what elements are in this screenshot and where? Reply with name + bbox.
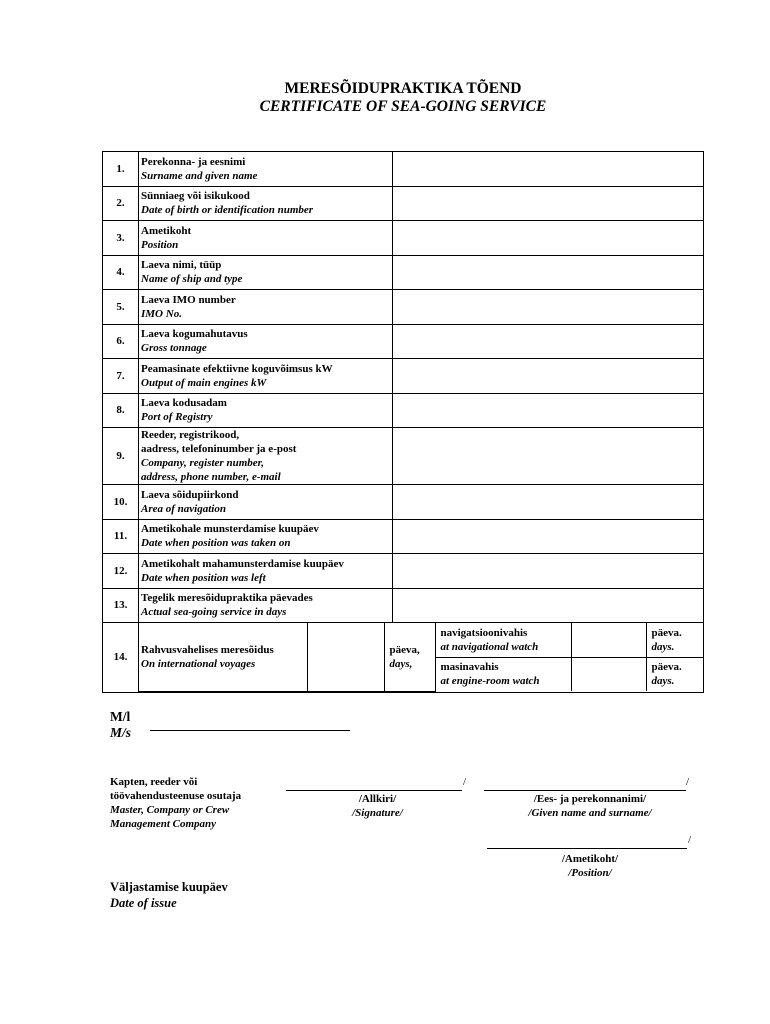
navigational-days-unit: päeva. days. bbox=[646, 623, 703, 657]
ship-name-line[interactable] bbox=[150, 730, 350, 731]
service-days-field[interactable] bbox=[393, 588, 704, 623]
row-label: Tegelik meresõidupraktika päevades Actual sea-going service in days bbox=[139, 588, 393, 623]
international-voyages-subtable bbox=[139, 623, 703, 692]
table-row bbox=[103, 428, 704, 485]
row-number: 11. bbox=[103, 519, 139, 554]
row-number: 9. bbox=[103, 428, 139, 485]
sign-on-date-field[interactable] bbox=[393, 519, 704, 554]
row-label: Laeva sõidupiirkond Area of navigation bbox=[139, 485, 393, 520]
company-field[interactable] bbox=[393, 428, 704, 485]
row-label: Sünniaeg või isikukood Date of birth or identification number bbox=[139, 186, 393, 221]
port-of-registry-field[interactable] bbox=[393, 393, 704, 428]
certificate-table bbox=[102, 151, 704, 693]
engine-output-field[interactable] bbox=[393, 359, 704, 394]
table-row bbox=[103, 255, 704, 290]
title-estonian: MERESÕIDUPRAKTIKA TÕEND bbox=[284, 80, 522, 97]
birth-date-field[interactable] bbox=[393, 186, 704, 221]
imo-number-field[interactable] bbox=[393, 290, 704, 325]
table-row bbox=[103, 485, 704, 520]
table-row bbox=[103, 554, 704, 589]
row-number: 10. bbox=[103, 485, 139, 520]
signature-caption: /Allkiri/ /Signature/ bbox=[352, 793, 403, 819]
ship-name-field[interactable] bbox=[393, 255, 704, 290]
row-label: Reeder, registrikood, aadress, telefoninumber ja e-post Company, register number, address, phone number, e-mail bbox=[139, 428, 393, 485]
position-line[interactable] bbox=[487, 848, 687, 849]
name-slash: / bbox=[686, 776, 690, 788]
ship-prefix-label: M/l M/s bbox=[110, 709, 132, 740]
row-number: 14. bbox=[103, 623, 139, 693]
navigational-watch-days-field[interactable] bbox=[571, 623, 646, 657]
row-number: 13. bbox=[103, 588, 139, 623]
table-row bbox=[103, 290, 704, 325]
gross-tonnage-field[interactable] bbox=[393, 324, 704, 359]
row-label: Ametikohalt mahamunsterdamise kuupäev Date when position was left bbox=[139, 554, 393, 589]
area-of-navigation-field[interactable] bbox=[393, 485, 704, 520]
table-row bbox=[103, 324, 704, 359]
table-row bbox=[103, 221, 704, 256]
position-slash: / bbox=[688, 834, 692, 846]
row-number: 4. bbox=[103, 255, 139, 290]
row-number: 3. bbox=[103, 221, 139, 256]
row-label: Laeva kodusadam Port of Registry bbox=[139, 393, 393, 428]
days-label: päeva, days, bbox=[384, 623, 435, 691]
row-number: 12. bbox=[103, 554, 139, 589]
name-caption: /Ees- ja perekonnanimi/ /Given name and surname/ bbox=[528, 793, 652, 819]
international-voyages-label: Rahvusvahelises meresõidus On international voyages bbox=[139, 623, 307, 691]
row-number: 2. bbox=[103, 186, 139, 221]
row-number: 7. bbox=[103, 359, 139, 394]
navigational-watch-label: navigatsioonivahis at navigational watch bbox=[435, 623, 571, 657]
international-days-field[interactable] bbox=[307, 623, 384, 691]
table-row bbox=[103, 393, 704, 428]
row-number: 8. bbox=[103, 393, 139, 428]
row-label: Laeva kogumahutavus Gross tonnage bbox=[139, 324, 393, 359]
name-line[interactable] bbox=[484, 790, 686, 791]
international-voyages-cell bbox=[139, 623, 704, 693]
row-label: Perekonna- ja eesnimi Surname and given name bbox=[139, 152, 393, 187]
position-field[interactable] bbox=[393, 221, 704, 256]
position-caption: /Ametikoht/ /Position/ bbox=[561, 853, 619, 879]
row-number: 5. bbox=[103, 290, 139, 325]
surname-field[interactable] bbox=[393, 152, 704, 187]
engine-room-watch-label: masinavahis at engine-room watch bbox=[435, 657, 571, 691]
row-label: Ametikohale munsterdamise kuupäev Date when position was taken on bbox=[139, 519, 393, 554]
title-english: CERTIFICATE OF SEA-GOING SERVICE bbox=[259, 98, 547, 115]
row-number: 6. bbox=[103, 324, 139, 359]
signature-line[interactable] bbox=[286, 790, 462, 791]
sign-off-date-field[interactable] bbox=[393, 554, 704, 589]
table-row bbox=[103, 623, 704, 693]
signatory-label: Kapten, reeder või töövahendusteenuse osutaja Master, Company or Crew Management Company bbox=[110, 776, 242, 830]
table-row bbox=[103, 152, 704, 187]
row-number: 1. bbox=[103, 152, 139, 187]
engine-days-unit: päeva. days. bbox=[646, 657, 703, 691]
engine-room-watch-days-field[interactable] bbox=[571, 657, 646, 691]
row-label: Peamasinate efektiivne koguvõimsus kW Output of main engines kW bbox=[139, 359, 393, 394]
table-row bbox=[103, 359, 704, 394]
row-label: Ametikoht Position bbox=[139, 221, 393, 256]
table-row bbox=[103, 519, 704, 554]
row-label: Laeva nimi, tüüp Name of ship and type bbox=[139, 255, 393, 290]
signature-slash: / bbox=[463, 776, 467, 788]
row-label: Laeva IMO number IMO No. bbox=[139, 290, 393, 325]
table-row bbox=[103, 588, 704, 623]
date-of-issue-label: Väljastamise kuupäev Date of issue bbox=[110, 880, 228, 910]
table-row bbox=[103, 186, 704, 221]
